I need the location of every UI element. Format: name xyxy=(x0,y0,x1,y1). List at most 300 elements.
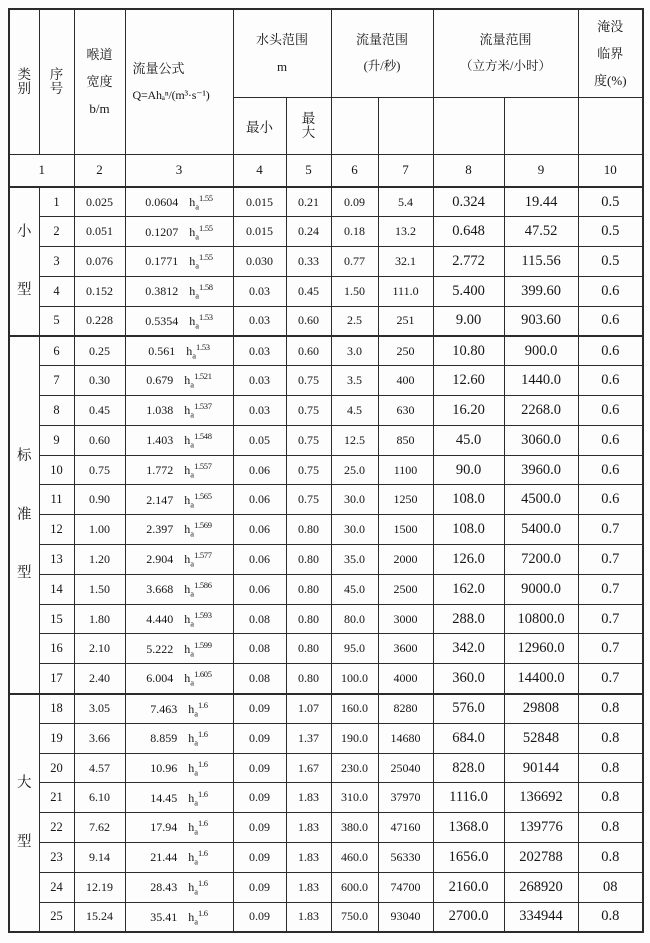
cell-flow-ls-min: 2.5 xyxy=(331,306,378,336)
table-row xyxy=(9,783,643,813)
formula-expression: 7.463 $h_a^{1.6}$ xyxy=(150,699,208,718)
cell-flow-ls-min: 230.0 xyxy=(331,753,378,783)
cell-flow-m3h-min: 108.0 xyxy=(433,515,504,545)
cell-serial: 19 xyxy=(39,723,74,753)
cell-head-min: 0.03 xyxy=(233,366,286,396)
cell-head-max: 1.67 xyxy=(286,753,331,783)
category-label-text: 小 型 xyxy=(17,223,32,299)
formula-expression: 1.038 $h_a^{1.537}$ xyxy=(146,401,212,420)
cell-flow-m3h-max: 202788 xyxy=(504,843,578,873)
cell-flow-m3h-max: 399.60 xyxy=(504,276,578,306)
cell-head-min: 0.03 xyxy=(233,306,286,336)
cell-formula xyxy=(125,753,233,783)
formula-expression: 2.397 $h_a^{1.569}$ xyxy=(146,520,212,539)
subheader-empty-ls-min xyxy=(331,97,378,154)
cell-submergence: 0.8 xyxy=(578,753,643,783)
category-label-text: 标 准 型 xyxy=(17,448,32,582)
formula-expression: 6.004 $h_a^{1.605}$ xyxy=(146,669,212,688)
cell-serial: 22 xyxy=(39,813,74,843)
table-row xyxy=(9,366,643,396)
cell-head-max: 0.80 xyxy=(286,545,331,575)
formula-expression: 2.904 $h_a^{1.577}$ xyxy=(146,550,212,569)
cell-head-max: 1.83 xyxy=(286,872,331,902)
cell-submergence: 0.5 xyxy=(578,187,643,217)
cell-head-min: 0.015 xyxy=(233,217,286,247)
cell-flow-m3h-min: 1368.0 xyxy=(433,813,504,843)
cell-formula xyxy=(125,694,233,724)
cell-throat-width: 1.00 xyxy=(74,515,125,545)
cell-flow-m3h-min: 288.0 xyxy=(433,604,504,634)
table-row xyxy=(9,634,643,664)
cell-head-max: 0.75 xyxy=(286,396,331,426)
cell-head-max: 0.24 xyxy=(286,217,331,247)
cell-submergence: 0.8 xyxy=(578,694,643,724)
cell-flow-m3h-max: 268920 xyxy=(504,872,578,902)
cell-submergence: 0.6 xyxy=(578,336,643,366)
cell-formula xyxy=(125,366,233,396)
formula-expression: 14.45 $h_a^{1.6}$ xyxy=(150,788,208,808)
formula-expression: 0.561 $h_a^{1.53}$ xyxy=(148,341,210,361)
col-index-3: 3 xyxy=(125,154,233,187)
cell-formula xyxy=(125,187,233,217)
cell-flow-ls-max: 4000 xyxy=(378,664,433,694)
cell-flow-m3h-max: 136692 xyxy=(504,783,578,813)
table-row xyxy=(9,723,643,753)
header-head-range-label: 水头范围 m xyxy=(256,32,309,75)
subheader-empty-ls-max xyxy=(378,97,433,154)
cell-flow-m3h-max: 1440.0 xyxy=(504,366,578,396)
cell-formula xyxy=(125,664,233,694)
cell-head-max: 0.45 xyxy=(286,276,331,306)
header-min: 最小 xyxy=(233,97,286,154)
cell-serial: 11 xyxy=(39,485,74,515)
cell-throat-width: 0.025 xyxy=(74,187,125,217)
cell-flow-m3h-max: 139776 xyxy=(504,813,578,843)
cell-head-min: 0.06 xyxy=(233,485,286,515)
cell-flow-m3h-max: 3960.0 xyxy=(504,455,578,485)
category-label xyxy=(9,336,39,694)
cell-head-max: 0.75 xyxy=(286,485,331,515)
formula-expression: 1.772 $h_a^{1.557}$ xyxy=(146,460,212,480)
cell-flow-m3h-max: 9000.0 xyxy=(504,574,578,604)
cell-serial: 2 xyxy=(39,217,74,247)
table-row xyxy=(9,187,643,217)
cell-flow-ls-max: 74700 xyxy=(378,872,433,902)
cell-throat-width: 0.051 xyxy=(74,217,125,247)
cell-head-max: 0.80 xyxy=(286,604,331,634)
cell-flow-m3h-max: 14400.0 xyxy=(504,664,578,694)
cell-flow-ls-max: 111.0 xyxy=(378,276,433,306)
table-row xyxy=(9,247,643,277)
table-row xyxy=(9,694,643,724)
cell-submergence: 0.7 xyxy=(578,515,643,545)
cell-flow-ls-min: 160.0 xyxy=(331,694,378,724)
formula-expression: 5.222 $h_a^{1.599}$ xyxy=(146,639,212,659)
cell-formula xyxy=(125,425,233,455)
cell-flow-ls-min: 45.0 xyxy=(331,574,378,604)
cell-flow-m3h-max: 47.52 xyxy=(504,217,578,247)
cell-flow-m3h-max: 2268.0 xyxy=(504,396,578,426)
cell-formula xyxy=(125,783,233,813)
cell-throat-width: 1.50 xyxy=(74,574,125,604)
formula-expression: 35.41 $h_a^{1.6}$ xyxy=(150,907,208,926)
cell-submergence: 0.5 xyxy=(578,217,643,247)
cell-formula xyxy=(125,634,233,664)
cell-flow-ls-max: 1100 xyxy=(378,455,433,485)
header-flow-formula-label: 流量公式 Q=Ahₐⁿ/(m³·s⁻¹) xyxy=(132,60,210,102)
cell-head-min: 0.03 xyxy=(233,396,286,426)
formula-expression: 2.147 $h_a^{1.565}$ xyxy=(146,490,212,510)
table-row xyxy=(9,336,643,366)
cell-throat-width: 0.152 xyxy=(74,276,125,306)
formula-expression: 8.859 $h_a^{1.6}$ xyxy=(150,729,208,748)
cell-flow-m3h-min: 162.0 xyxy=(433,574,504,604)
cell-head-min: 0.09 xyxy=(233,872,286,902)
cell-flow-m3h-min: 16.20 xyxy=(433,396,504,426)
cell-formula xyxy=(125,455,233,485)
cell-flow-m3h-max: 334944 xyxy=(504,902,578,932)
cell-flow-ls-min: 4.5 xyxy=(331,396,378,426)
cell-throat-width: 4.57 xyxy=(74,753,125,783)
subheader-empty-submergence xyxy=(578,97,643,154)
cell-head-max: 1.83 xyxy=(286,783,331,813)
cell-flow-m3h-max: 5400.0 xyxy=(504,515,578,545)
cell-flow-ls-max: 37970 xyxy=(378,783,433,813)
cell-serial: 17 xyxy=(39,664,74,694)
table-row xyxy=(9,455,643,485)
formula-expression: 0.1771 $h_a^{1.55}$ xyxy=(145,252,213,271)
cell-flow-ls-max: 2500 xyxy=(378,574,433,604)
cell-serial: 9 xyxy=(39,425,74,455)
cell-flow-m3h-min: 342.0 xyxy=(433,634,504,664)
cell-serial: 8 xyxy=(39,396,74,426)
table-row xyxy=(9,664,643,694)
header-throat-width xyxy=(74,9,125,154)
cell-throat-width: 0.30 xyxy=(74,366,125,396)
cell-flow-m3h-min: 360.0 xyxy=(433,664,504,694)
cell-serial: 12 xyxy=(39,515,74,545)
cell-flow-m3h-max: 52848 xyxy=(504,723,578,753)
table-row xyxy=(9,425,643,455)
cell-submergence: 0.6 xyxy=(578,366,643,396)
cell-head-max: 0.80 xyxy=(286,634,331,664)
header-flow-range-ls xyxy=(331,9,433,97)
table-row xyxy=(9,604,643,634)
cell-flow-ls-min: 30.0 xyxy=(331,485,378,515)
cell-throat-width: 0.60 xyxy=(74,425,125,455)
cell-flow-m3h-max: 115.56 xyxy=(504,247,578,277)
table-row xyxy=(9,217,643,247)
cell-flow-m3h-min: 2160.0 xyxy=(433,872,504,902)
header-category xyxy=(9,9,39,154)
table-row xyxy=(9,306,643,336)
cell-submergence: 0.8 xyxy=(578,723,643,753)
cell-flow-ls-min: 310.0 xyxy=(331,783,378,813)
cell-flow-ls-min: 12.5 xyxy=(331,425,378,455)
cell-flow-m3h-min: 90.0 xyxy=(433,455,504,485)
header-flow-range-m3h-label: 流量范围 （立方米/小时） xyxy=(460,32,552,74)
cell-flow-m3h-min: 1116.0 xyxy=(433,783,504,813)
formula-expression: 0.5354 $h_a^{1.53}$ xyxy=(145,311,213,331)
col-index-7: 7 xyxy=(378,154,433,187)
cell-flow-m3h-max: 12960.0 xyxy=(504,634,578,664)
cell-head-max: 1.07 xyxy=(286,694,331,724)
col-index-8: 8 xyxy=(433,154,504,187)
cell-throat-width: 15.24 xyxy=(74,902,125,932)
cell-throat-width: 3.66 xyxy=(74,723,125,753)
table-row xyxy=(9,515,643,545)
table-row xyxy=(9,276,643,306)
cell-head-max: 0.60 xyxy=(286,336,331,366)
table-row xyxy=(9,843,643,873)
cell-flow-m3h-max: 4500.0 xyxy=(504,485,578,515)
cell-flow-ls-min: 95.0 xyxy=(331,634,378,664)
cell-flow-m3h-max: 900.0 xyxy=(504,336,578,366)
cell-flow-ls-max: 400 xyxy=(378,366,433,396)
cell-flow-ls-max: 3000 xyxy=(378,604,433,634)
cell-submergence: 0.6 xyxy=(578,276,643,306)
cell-serial: 21 xyxy=(39,783,74,813)
cell-flow-ls-max: 56330 xyxy=(378,843,433,873)
subheader-empty-m3h-max xyxy=(504,97,578,154)
cell-flow-m3h-min: 684.0 xyxy=(433,723,504,753)
cell-formula xyxy=(125,545,233,575)
cell-formula xyxy=(125,872,233,902)
cell-flow-ls-min: 30.0 xyxy=(331,515,378,545)
col-index-1: 1 xyxy=(9,154,74,187)
cell-flow-ls-min: 460.0 xyxy=(331,843,378,873)
col-index-5: 5 xyxy=(286,154,331,187)
cell-submergence: 08 xyxy=(578,872,643,902)
cell-head-max: 1.83 xyxy=(286,843,331,873)
cell-head-min: 0.09 xyxy=(233,813,286,843)
cell-serial: 14 xyxy=(39,574,74,604)
cell-flow-ls-min: 3.0 xyxy=(331,336,378,366)
cell-serial: 18 xyxy=(39,694,74,724)
cell-flow-m3h-max: 3060.0 xyxy=(504,425,578,455)
cell-flow-m3h-min: 9.00 xyxy=(433,306,504,336)
category-label-text: 大 型 xyxy=(17,775,32,850)
cell-head-min: 0.03 xyxy=(233,336,286,366)
cell-flow-m3h-min: 576.0 xyxy=(433,694,504,724)
cell-head-min: 0.06 xyxy=(233,574,286,604)
header-submergence-label: 淹没 临界 度(%) xyxy=(594,18,627,88)
cell-flow-ls-min: 600.0 xyxy=(331,872,378,902)
formula-expression: 0.0604 $h_a^{1.55}$ xyxy=(145,192,213,212)
cell-formula xyxy=(125,276,233,306)
flume-spec-table xyxy=(8,8,644,933)
cell-head-max: 1.37 xyxy=(286,723,331,753)
cell-serial: 4 xyxy=(39,276,74,306)
cell-flow-m3h-min: 1656.0 xyxy=(433,843,504,873)
cell-throat-width: 9.14 xyxy=(74,843,125,873)
cell-flow-m3h-min: 5.400 xyxy=(433,276,504,306)
cell-flow-ls-min: 3.5 xyxy=(331,366,378,396)
formula-expression: 10.96 $h_a^{1.6}$ xyxy=(150,758,208,778)
cell-head-max: 1.83 xyxy=(286,902,331,932)
cell-formula xyxy=(125,217,233,247)
subheader-empty-m3h-min xyxy=(433,97,504,154)
cell-serial: 20 xyxy=(39,753,74,783)
cell-flow-ls-max: 850 xyxy=(378,425,433,455)
cell-flow-m3h-min: 10.80 xyxy=(433,336,504,366)
cell-flow-ls-max: 13.2 xyxy=(378,217,433,247)
cell-serial: 13 xyxy=(39,545,74,575)
cell-flow-ls-max: 1500 xyxy=(378,515,433,545)
cell-flow-ls-min: 750.0 xyxy=(331,902,378,932)
header-serial xyxy=(39,9,74,154)
cell-flow-ls-max: 1250 xyxy=(378,485,433,515)
cell-flow-m3h-min: 108.0 xyxy=(433,485,504,515)
cell-serial: 23 xyxy=(39,843,74,873)
cell-formula xyxy=(125,843,233,873)
cell-throat-width: 0.25 xyxy=(74,336,125,366)
cell-throat-width: 7.62 xyxy=(74,813,125,843)
header-flow-range-ls-label: 流量范围 (升/秒) xyxy=(356,32,409,74)
cell-flow-m3h-min: 0.324 xyxy=(433,187,504,217)
cell-flow-ls-min: 80.0 xyxy=(331,604,378,634)
category-label xyxy=(9,694,39,932)
cell-throat-width: 1.80 xyxy=(74,604,125,634)
cell-flow-ls-min: 0.77 xyxy=(331,247,378,277)
table-row xyxy=(9,574,643,604)
cell-submergence: 0.5 xyxy=(578,247,643,277)
cell-head-max: 1.83 xyxy=(286,813,331,843)
header-flow-range-m3h xyxy=(433,9,578,97)
formula-expression: 28.43 $h_a^{1.6}$ xyxy=(150,878,208,897)
cell-flow-ls-max: 5.4 xyxy=(378,187,433,217)
cell-serial: 1 xyxy=(39,187,74,217)
cell-throat-width: 2.40 xyxy=(74,664,125,694)
cell-head-max: 0.75 xyxy=(286,425,331,455)
cell-flow-ls-max: 14680 xyxy=(378,723,433,753)
cell-formula xyxy=(125,723,233,753)
cell-flow-ls-max: 47160 xyxy=(378,813,433,843)
cell-submergence: 0.6 xyxy=(578,306,643,336)
cell-submergence: 0.8 xyxy=(578,783,643,813)
cell-throat-width: 0.75 xyxy=(74,455,125,485)
header-max xyxy=(286,97,331,154)
cell-submergence: 0.7 xyxy=(578,574,643,604)
cell-submergence: 0.7 xyxy=(578,545,643,575)
cell-head-max: 0.75 xyxy=(286,366,331,396)
cell-formula xyxy=(125,604,233,634)
cell-flow-m3h-min: 126.0 xyxy=(433,545,504,575)
header-flow-formula xyxy=(125,9,233,154)
cell-serial: 3 xyxy=(39,247,74,277)
cell-formula xyxy=(125,813,233,843)
cell-serial: 5 xyxy=(39,306,74,336)
cell-submergence: 0.8 xyxy=(578,813,643,843)
cell-flow-ls-max: 8280 xyxy=(378,694,433,724)
cell-throat-width: 0.90 xyxy=(74,485,125,515)
cell-head-max: 0.75 xyxy=(286,455,331,485)
cell-flow-m3h-min: 2700.0 xyxy=(433,902,504,932)
cell-head-min: 0.06 xyxy=(233,455,286,485)
cell-head-min: 0.06 xyxy=(233,515,286,545)
cell-head-min: 0.09 xyxy=(233,843,286,873)
cell-head-max: 0.80 xyxy=(286,574,331,604)
cell-head-min: 0.030 xyxy=(233,247,286,277)
cell-head-min: 0.09 xyxy=(233,902,286,932)
cell-serial: 6 xyxy=(39,336,74,366)
cell-serial: 25 xyxy=(39,902,74,932)
cell-flow-m3h-max: 7200.0 xyxy=(504,545,578,575)
cell-throat-width: 2.10 xyxy=(74,634,125,664)
formula-expression: 0.1207 $h_a^{1.55}$ xyxy=(145,222,213,241)
cell-flow-ls-min: 25.0 xyxy=(331,455,378,485)
cell-flow-m3h-max: 90144 xyxy=(504,753,578,783)
cell-formula xyxy=(125,247,233,277)
cell-throat-width: 0.076 xyxy=(74,247,125,277)
cell-serial: 24 xyxy=(39,872,74,902)
cell-flow-m3h-max: 29808 xyxy=(504,694,578,724)
cell-formula xyxy=(125,336,233,366)
cell-head-min: 0.08 xyxy=(233,664,286,694)
cell-flow-ls-min: 1.50 xyxy=(331,276,378,306)
formula-expression: 0.3812 $h_a^{1.58}$ xyxy=(145,282,213,301)
cell-flow-ls-max: 630 xyxy=(378,396,433,426)
cell-head-min: 0.08 xyxy=(233,604,286,634)
cell-submergence: 0.7 xyxy=(578,664,643,694)
cell-flow-m3h-min: 828.0 xyxy=(433,753,504,783)
column-index-row xyxy=(9,154,643,187)
cell-formula xyxy=(125,396,233,426)
header-head-range xyxy=(233,9,331,97)
cell-formula xyxy=(125,306,233,336)
cell-head-min: 0.06 xyxy=(233,545,286,575)
cell-flow-ls-max: 250 xyxy=(378,336,433,366)
cell-submergence: 0.8 xyxy=(578,902,643,932)
cell-flow-m3h-max: 903.60 xyxy=(504,306,578,336)
cell-head-min: 0.09 xyxy=(233,723,286,753)
cell-throat-width: 6.10 xyxy=(74,783,125,813)
cell-flow-m3h-max: 10800.0 xyxy=(504,604,578,634)
cell-serial: 7 xyxy=(39,366,74,396)
header-serial-label: 序 号 xyxy=(49,67,64,96)
header-submergence xyxy=(578,9,643,97)
cell-formula xyxy=(125,485,233,515)
cell-flow-ls-max: 93040 xyxy=(378,902,433,932)
cell-flow-ls-min: 190.0 xyxy=(331,723,378,753)
cell-submergence: 0.7 xyxy=(578,604,643,634)
col-index-9: 9 xyxy=(504,154,578,187)
col-index-10: 10 xyxy=(578,154,643,187)
header-max-label: 最 大 xyxy=(301,111,316,140)
cell-serial: 16 xyxy=(39,634,74,664)
table-row xyxy=(9,902,643,932)
header-throat-width-label: 喉道 宽度 b/m xyxy=(86,47,113,117)
cell-head-max: 0.21 xyxy=(286,187,331,217)
cell-head-min: 0.09 xyxy=(233,753,286,783)
cell-flow-ls-min: 0.18 xyxy=(331,217,378,247)
cell-submergence: 0.8 xyxy=(578,843,643,873)
cell-head-min: 0.09 xyxy=(233,783,286,813)
cell-head-min: 0.05 xyxy=(233,425,286,455)
cell-formula xyxy=(125,902,233,932)
cell-flow-ls-max: 3600 xyxy=(378,634,433,664)
cell-head-max: 0.33 xyxy=(286,247,331,277)
cell-flow-m3h-min: 45.0 xyxy=(433,425,504,455)
category-label xyxy=(9,187,39,336)
col-index-6: 6 xyxy=(331,154,378,187)
cell-flow-ls-min: 35.0 xyxy=(331,545,378,575)
cell-submergence: 0.6 xyxy=(578,455,643,485)
cell-head-min: 0.09 xyxy=(233,694,286,724)
cell-throat-width: 1.20 xyxy=(74,545,125,575)
cell-head-max: 0.80 xyxy=(286,664,331,694)
cell-flow-ls-min: 380.0 xyxy=(331,813,378,843)
